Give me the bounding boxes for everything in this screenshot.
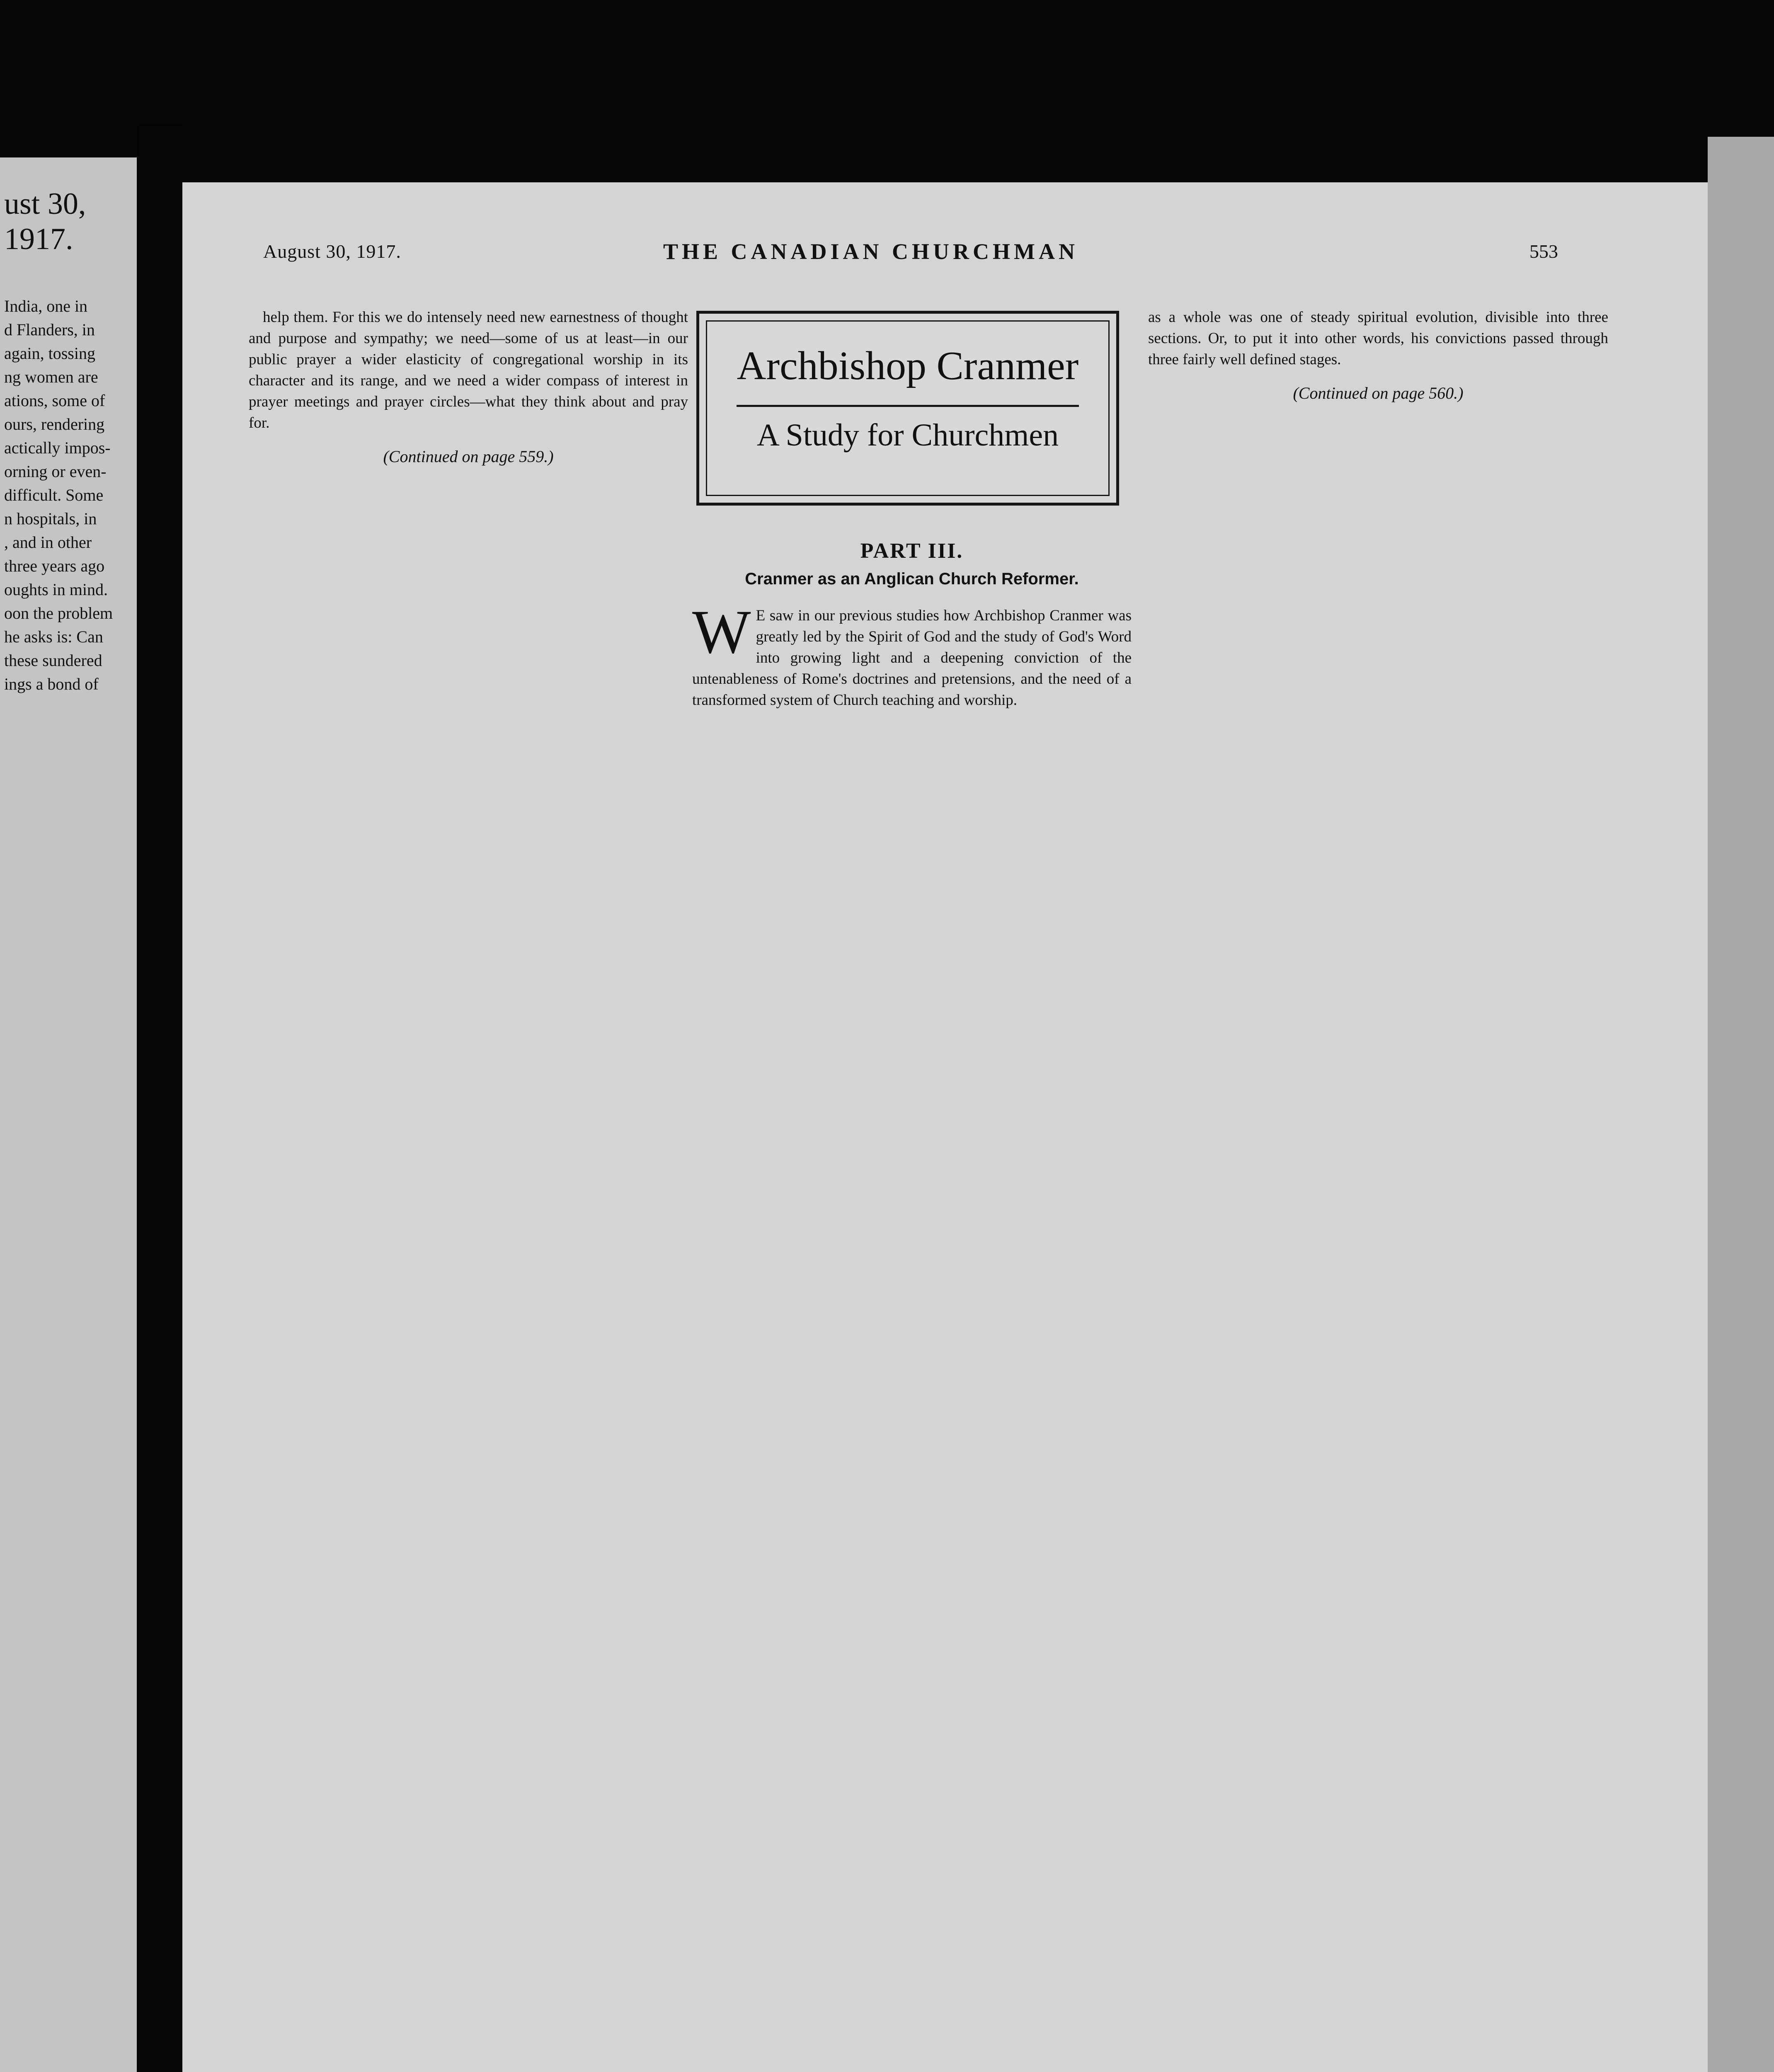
previous-page-line: ations, some of bbox=[4, 391, 105, 410]
publication-title: THE CANADIAN CHURCHMAN bbox=[663, 239, 1078, 264]
previous-page-line: n hospitals, in bbox=[4, 509, 97, 528]
column-left bbox=[249, 307, 688, 467]
part-subheading: Cranmer as an Anglican Church Reformer. bbox=[745, 570, 1079, 588]
page-number: 553 bbox=[1529, 241, 1558, 262]
continued-note: (Continued on page 560.) bbox=[1293, 384, 1464, 402]
previous-page-line: orning or even- bbox=[4, 462, 107, 481]
previous-page-line: these sundered bbox=[4, 651, 102, 670]
previous-page-line: India, one in bbox=[4, 297, 88, 315]
previous-page-header: ust 30, 1917. bbox=[4, 187, 86, 256]
previous-page-line: ours, rendering bbox=[4, 415, 105, 433]
previous-page-line: oon the problem bbox=[4, 604, 113, 622]
previous-page-line: three years ago bbox=[4, 557, 105, 575]
previous-page-line: difficult. Some bbox=[4, 486, 104, 504]
continued-note: (Continued on page 559.) bbox=[383, 447, 554, 466]
newspaper-page bbox=[182, 182, 1708, 2072]
previous-page bbox=[0, 157, 137, 2072]
article-subtitle: A Study for Churchmen bbox=[756, 418, 1059, 453]
previous-page-line: actically impos- bbox=[4, 438, 111, 457]
article-title: Archbishop Cranmer bbox=[737, 344, 1079, 388]
previous-page-line: ng women are bbox=[4, 368, 98, 386]
title-divider bbox=[737, 405, 1079, 407]
previous-page-line: d Flanders, in bbox=[4, 320, 95, 339]
paragraph: E saw in our previous studies how Archbishop Cranmer was greatly led by the Spirit of God and the study of God's Word into growing light and a deepening conviction of the untenableness of Rome's doctrines and pretensions, and the need of a transformed system of Church teaching and worship. bbox=[692, 607, 1132, 709]
previous-page-line: , and in other bbox=[4, 533, 92, 552]
paragraph: help them. For this we do intensely need new earnestness of thought and purpose and sympathy; we need—some of us at least—in our public prayer a wider elasticity of congregational worship in its character and its range, and we need a wider compass of interest in prayer meetings and prayer circles—what they think about and pray for. bbox=[249, 309, 688, 431]
issue-date: August 30, 1917. bbox=[263, 241, 401, 262]
article-title-box bbox=[696, 311, 1119, 506]
drop-cap: W bbox=[692, 598, 751, 666]
column-right bbox=[1148, 307, 1608, 404]
previous-page-line: again, tossing bbox=[4, 344, 95, 363]
page-stack-edge bbox=[1708, 137, 1774, 2072]
previous-page-text bbox=[4, 294, 133, 696]
part-heading: PART III. bbox=[860, 539, 964, 563]
column-middle bbox=[692, 598, 1132, 719]
book-gutter bbox=[137, 124, 182, 2072]
paragraph: as a whole was one of steady spiritual evolution, divisible into three sections. Or, to put it into other words, his convictions passed through three fairly well defined stages. bbox=[1148, 309, 1608, 368]
previous-page-line: he asks is: Can bbox=[4, 627, 103, 646]
previous-page-line: oughts in mind. bbox=[4, 580, 108, 599]
previous-page-line: ings a bond of bbox=[4, 675, 99, 693]
